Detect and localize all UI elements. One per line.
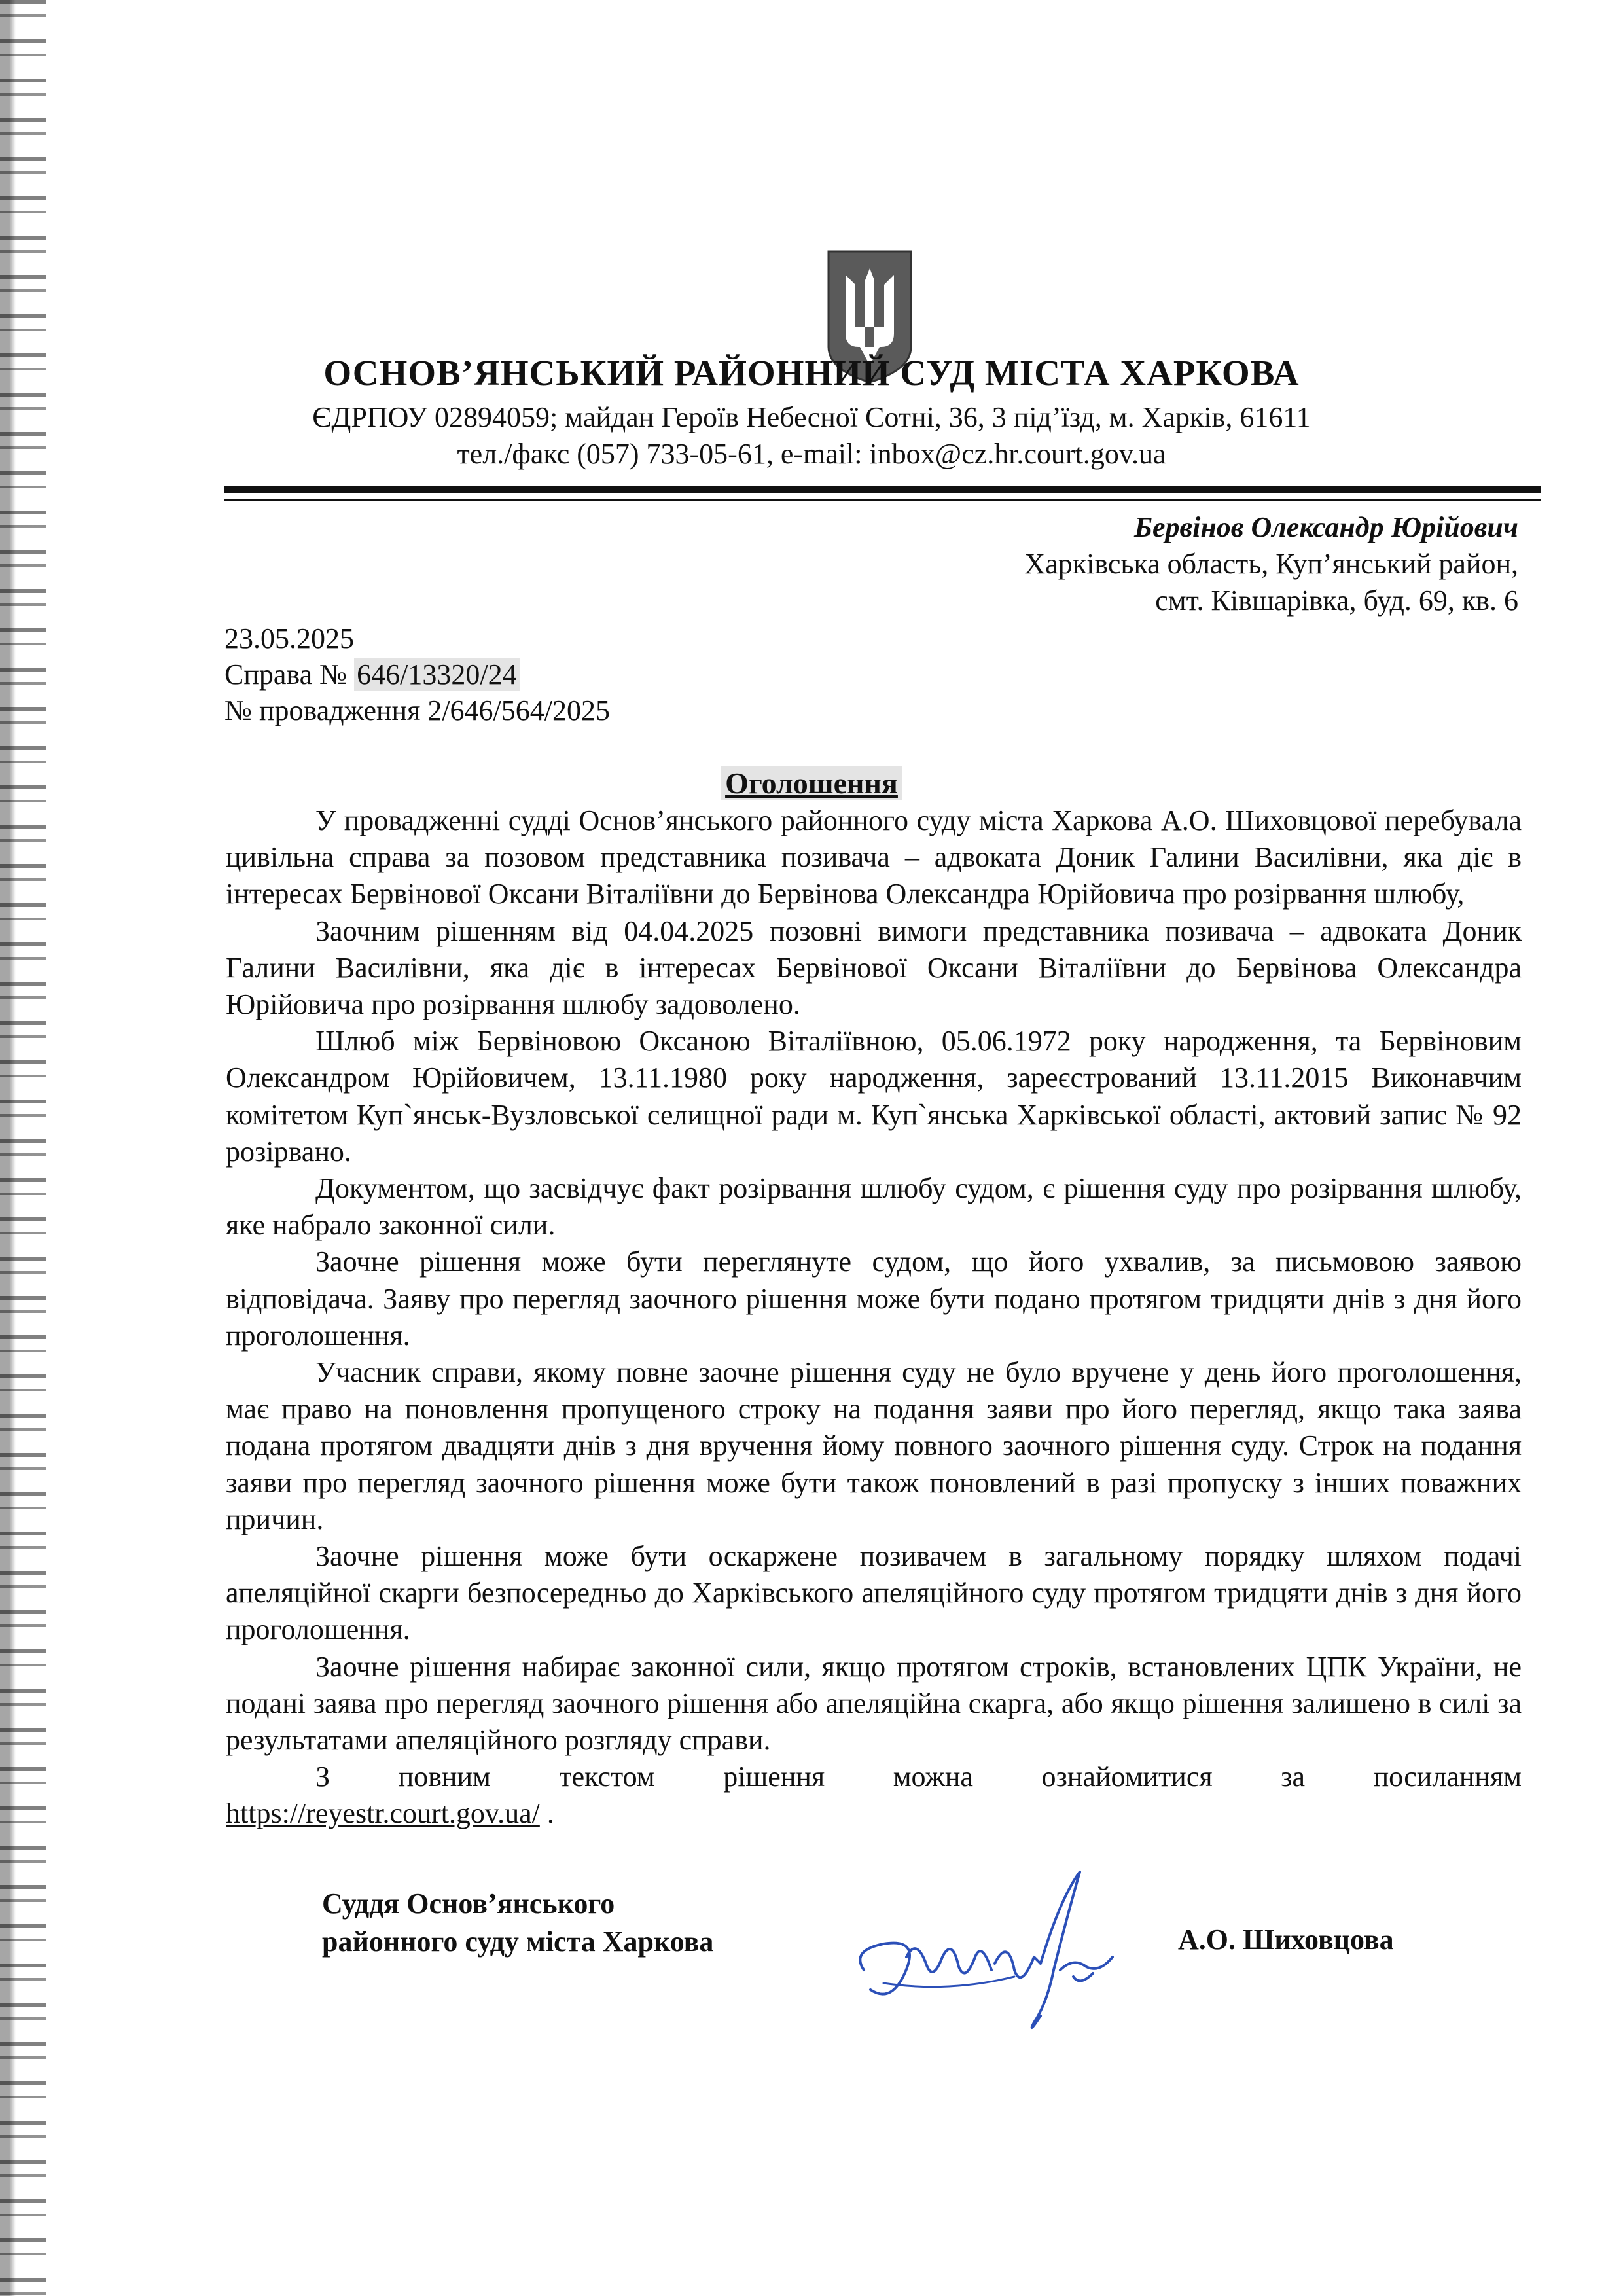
- judge-name: А.О. Шиховцова: [1178, 1924, 1394, 1956]
- case-number: 646/13320/24: [354, 658, 519, 691]
- judge-title-line2: районного суду міста Харкова: [322, 1926, 714, 1958]
- scan-shadow-dark: [0, 0, 16, 2296]
- paragraph: Заочним рішенням від 04.04.2025 позовні вимоги представника позивача – адвоката Доник Галини Василівни, яка діє в інтересах Бервінової Оксани Віталіївни до Бервінова Олександра Юрійовича про розірвання шлюбу задоволено.: [226, 914, 1522, 1021]
- link-intro-word: за: [1281, 1761, 1306, 1793]
- link-intro-word: текстом: [559, 1761, 655, 1793]
- case-label: Справа №: [224, 658, 348, 691]
- addressee-address-line2: смт. Ківшарівка, буд. 69, кв. 6: [1155, 584, 1518, 617]
- addressee-block: [1024, 509, 1518, 619]
- link-tail: .: [539, 1797, 554, 1830]
- paragraph: У провадженні судді Основ’янського районного суду міста Харкова А.О. Шиховцової перебувала цивільна справа за позовом представника позивача – адвоката Доник Галини Василівни, яка діє в інтересах Бервінової Оксани Віталіївни до Бервінова Олександра Юрійовича про розірвання шлюбу,: [226, 804, 1522, 910]
- judge-title-line1: Суддя Основ’янського: [322, 1888, 615, 1920]
- paragraph: Учасник справи, якому повне заочне рішення суду не було вручене у день його проголошення, має право на поновлення пропущеного строку на подання заяви про його перегляд, якщо така заява подана протягом двадцяти днів з дня вручення йому повного заочного рішення суду. Строк на подання заяви про перегляд заочного рішення може бути також поновлений в разі пропуску з інших поважних причин.: [226, 1356, 1522, 1535]
- court-name: ОСНОВ’ЯНСЬКИЙ РАЙОННИЙ СУД МІСТА ХАРКОВА: [323, 353, 1300, 393]
- case-number-line: [224, 656, 610, 692]
- link-intro-line: [226, 1759, 1522, 1795]
- addressee-address-line1: Харківська область, Куп’янський район,: [1024, 548, 1518, 580]
- registry-link[interactable]: https://reyestr.court.gov.ua/: [226, 1797, 540, 1830]
- paragraph: Заочне рішення набирає законної сили, якщо протягом строків, встановлених ЦПК України, не подані заява про перегляд заочного рішення або апеляційна скарга, або якщо рішення залишено в силі за результатами апеляційного розгляду справи.: [226, 1650, 1522, 1757]
- header-divider-thin: [224, 499, 1541, 501]
- link-intro-word: можна: [893, 1761, 973, 1793]
- handwritten-signature-icon: [844, 1859, 1145, 2055]
- announcement-body: [226, 802, 1522, 1833]
- document-date: 23.05.2025: [224, 622, 354, 655]
- paragraph: Шлюб між Бервіновою Оксаною Віталіївною, 05.06.1972 року народження, та Бервіновим Олександром Юрійовичем, 13.11.1980 року народження, зареєстрований 13.11.2015 Виконавчим комітетом Куп`янськ-Вузловської селищної ради м. Куп`янська Харківської області, актовий запис № 92 розірвано.: [226, 1025, 1522, 1168]
- link-intro-word: повним: [398, 1761, 491, 1793]
- link-line: [226, 1795, 1522, 1832]
- link-intro-word: посиланням: [1373, 1761, 1522, 1793]
- announcement-heading: Оголошення: [0, 766, 1623, 800]
- paragraph: Заочне рішення може бути оскаржене позивачем в загальному порядку шляхом подачі апеляційної скарги безпосередньо до Харківського апеляційного суду протягом тридцяти днів з дня його проголошення.: [226, 1540, 1522, 1646]
- proceeding-number: № провадження 2/646/564/2025: [224, 694, 610, 726]
- paragraph: Документом, що засвідчує факт розірвання шлюбу судом, є рішення суду про розірвання шлюбу, яке набрало законної сили.: [226, 1172, 1522, 1242]
- court-contacts: тел./факс (057) 733-05-61, e-mail: inbox@cz.hr.court.gov.ua: [457, 438, 1166, 470]
- header-divider-thick: [224, 486, 1541, 493]
- paragraph: Заочне рішення може бути переглянуте судом, що його ухвалив, за письмовою заявою відповідача. Заяву про перегляд заочного рішення може бути подано протягом тридцяти днів з дня його проголошення.: [226, 1246, 1522, 1352]
- link-intro-word: рішення: [723, 1761, 825, 1793]
- addressee-name: Бервінов Олександр Юрійович: [1134, 511, 1518, 543]
- document-meta: [224, 620, 610, 728]
- judge-title: [322, 1885, 713, 1961]
- link-intro-word: З: [315, 1761, 330, 1793]
- court-details: ЄДРПОУ 02894059; майдан Героїв Небесної Сотні, 36, 3 під’їзд, м. Харків, 61611: [312, 401, 1311, 433]
- link-intro-word: ознайомитися: [1041, 1761, 1213, 1793]
